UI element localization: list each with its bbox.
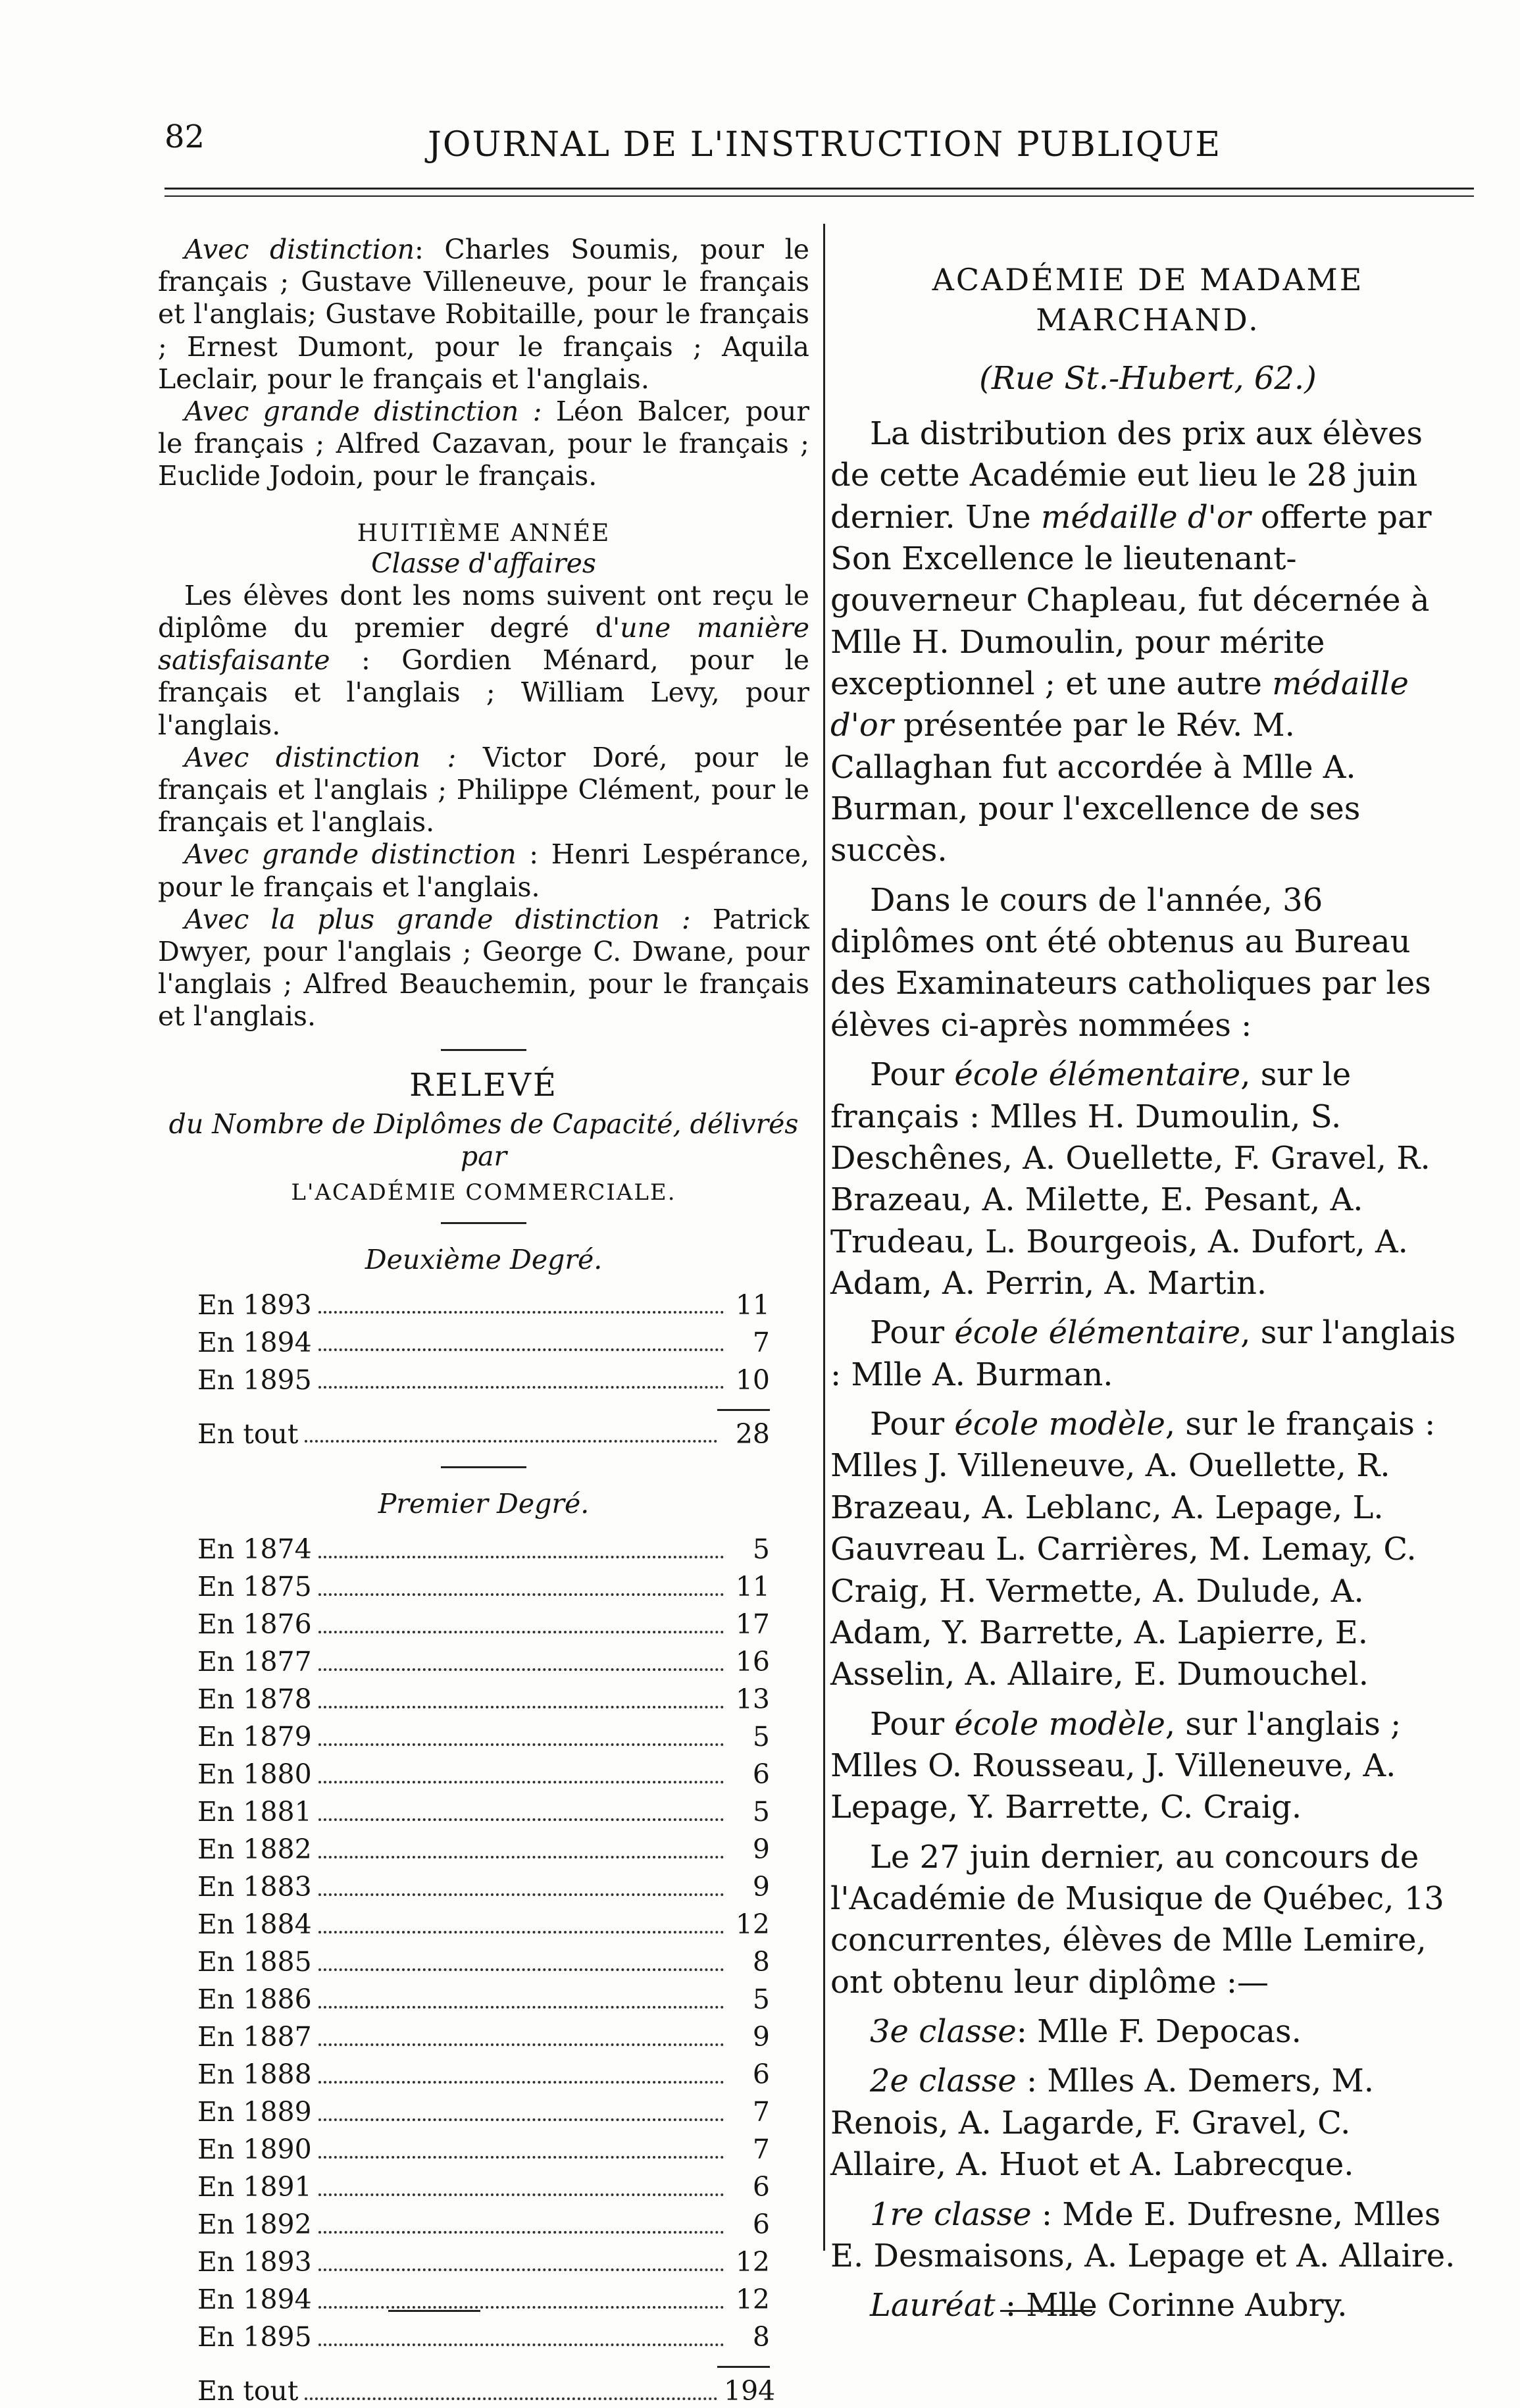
header-rule	[165, 188, 1474, 190]
page-header	[165, 112, 1474, 178]
count-value: 9	[752, 2021, 770, 2053]
count-value: 13	[735, 1683, 770, 1716]
table-row	[158, 1941, 809, 1979]
italic-text: école modèle	[954, 1406, 1165, 1443]
count-value: 17	[735, 1608, 770, 1641]
count-value: 9	[752, 1871, 770, 1903]
count-value: 6	[752, 2059, 770, 2091]
paragraph: Le 27 juin dernier, au concours de l'Académie de Musique de Québec, 13 concurrentes, élèves de Mlle Lemire, ont obtenu leur diplôme :—	[830, 1838, 1444, 2001]
section-subheading: Classe d'affaires	[371, 547, 596, 579]
count-value: 6	[752, 2209, 770, 2241]
table-row	[158, 1904, 809, 1941]
italic-text: médaille d'or	[830, 665, 1409, 744]
second-degree-table	[158, 1284, 809, 1450]
label: Avec grande distinction	[184, 838, 517, 871]
paragraph	[830, 2011, 1465, 2053]
year-label: En 1876	[197, 1608, 312, 1641]
count-value: 8	[752, 1946, 770, 1978]
count-value: 8	[752, 2321, 770, 2353]
paragraph	[830, 1404, 1465, 1696]
column-divider	[823, 224, 825, 2251]
text: , sur le français : Mlles H. Dumoulin, S. Deschênes, A. Ouellette, F. Gravel, R. Brazeau, A. Milette, E. Pesant, A. Trudeau, L. Bourgeois, A. Dufort, A. Adam, A. Perrin, A. Martin.	[830, 1056, 1431, 1302]
paragraph	[158, 904, 809, 1033]
count-value: 9	[752, 1833, 770, 1866]
year-label: En 1882	[197, 1833, 312, 1866]
year-label: En 1889	[197, 2096, 312, 2128]
year-label: En 1891	[197, 2171, 312, 2203]
year-label: En 1878	[197, 1683, 312, 1716]
first-degree-table	[158, 1529, 809, 2408]
year-label: En 1890	[197, 2134, 312, 2166]
label: Avec grande distinction :	[184, 395, 542, 427]
year-label: En 1880	[197, 1758, 312, 1791]
second-degree-title: Deuxième Degré.	[365, 1244, 603, 1276]
count-value: 7	[752, 1327, 770, 1359]
table-row	[158, 1866, 809, 1904]
count-value: 6	[752, 2171, 770, 2203]
count-value: 7	[752, 2134, 770, 2166]
count-value: 11	[735, 1289, 770, 1321]
count-value: 12	[735, 2246, 770, 2278]
text: , sur l'anglais ; Mlles O. Rousseau, J. Villeneuve, A. Lepage, Y. Barrette, C. Craig.	[830, 1705, 1402, 1826]
text: Pour	[870, 1705, 955, 1743]
text: Pour	[870, 1314, 955, 1352]
italic-text: 1re classe	[870, 2195, 1032, 2233]
count-value: 10	[735, 1364, 770, 1396]
year-label: En 1875	[197, 1571, 312, 1603]
text: , sur l'anglais : Mlle A. Burman.	[830, 1314, 1456, 1393]
academy-address: (Rue St.-Hubert, 62.)	[979, 360, 1317, 397]
total-row	[158, 1411, 809, 1450]
year-label: En 1894	[197, 1327, 312, 1359]
count-value: 5	[752, 1984, 770, 2016]
text: , sur le français : Mlles J. Villeneuve, A. Ouellette, R. Brazeau, A. Leblanc, A. Lepage, L. Gauvreau L. Carrières, M. Lemay, C. Craig, H. Vermette, A. Dulude, A. Adam, Y. Barrette, A. Lapierre, E. Asselin, A. Allaire, E. Dumouchel.	[830, 1406, 1436, 1693]
year-label: En 1883	[197, 1871, 312, 1903]
text: présentée par le Rév. M. Callaghan fut accordée à Mlle A. Burman, pour l'excellence de ses succès.	[830, 707, 1361, 869]
table-row	[158, 1321, 809, 1359]
paragraph	[830, 413, 1465, 872]
count-value: 16	[735, 1646, 770, 1678]
divider	[441, 1222, 526, 1224]
divider	[441, 1049, 526, 1051]
table-row	[158, 2054, 809, 2091]
releve-organization: L'ACADÉMIE COMMERCIALE.	[291, 1179, 676, 1206]
table-row	[158, 1359, 809, 1396]
table-row	[158, 1716, 809, 1754]
count-value: 12	[735, 2284, 770, 2316]
table-row	[158, 2129, 809, 2166]
text: : Mlles A. Demers, M. Renois, A. Lagarde, F. Gravel, C. Allaire, A. Huot et A. Labrecque.	[830, 2062, 1375, 2184]
total-label: En tout	[197, 1418, 299, 1450]
table-row	[158, 1641, 809, 1679]
italic-text: Lauréat	[870, 2287, 996, 2324]
label: Avec distinction :	[184, 741, 457, 773]
header-rule-secondary	[165, 195, 1474, 197]
paragraph	[158, 234, 809, 396]
count-value: 5	[752, 1796, 770, 1828]
year-label: En 1893	[197, 2246, 312, 2278]
table-row	[158, 2166, 809, 2204]
table-row	[158, 1979, 809, 2016]
year-label: En 1888	[197, 2059, 312, 2091]
text: La distribution des prix aux élèves de cette Académie eut lieu le 28 juin dernier. Une	[830, 415, 1423, 536]
year-label: En 1884	[197, 1908, 312, 1941]
year-label: En 1881	[197, 1796, 312, 1828]
count-value: 12	[735, 1908, 770, 1941]
text: offerte par Son Excellence le lieutenant-gouverneur Chapleau, fut décernée à Mlle H. Dumoulin, pour mérite exceptionnel ; et une autre	[830, 498, 1432, 702]
paragraph	[158, 580, 809, 742]
label: Avec la plus grande distinction :	[184, 903, 691, 935]
table-row	[158, 1679, 809, 1716]
text: : Mlle F. Depocas.	[1016, 2013, 1302, 2051]
table-row	[158, 1529, 809, 1566]
text: : Mlle Corinne Aubry.	[995, 2287, 1348, 2324]
releve-subtitle: du Nombre de Diplômes de Capacité, délivrés par	[168, 1108, 799, 1173]
year-label: En 1892	[197, 2209, 312, 2241]
table-row	[158, 2317, 809, 2354]
italic-text: médaille d'or	[1040, 498, 1251, 536]
table-row	[158, 1604, 809, 1641]
count-value: 6	[752, 1758, 770, 1791]
academy-title: ACADÉMIE DE MADAME MARCHAND.	[932, 262, 1364, 338]
table-row	[158, 1284, 809, 1321]
paragraph	[830, 1312, 1465, 1396]
paragraph	[830, 2194, 1465, 2278]
table-row	[158, 1829, 809, 1866]
italic-text: école modèle	[954, 1705, 1165, 1743]
total-value: 194	[724, 2375, 776, 2407]
paragraph	[830, 2285, 1465, 2326]
divider	[441, 1466, 526, 1468]
first-degree-title: Premier Degré.	[378, 1488, 590, 1520]
releve-title: RELEVÉ	[409, 1066, 558, 1104]
text: : Henri Lespérance, pour le français et l'anglais.	[158, 838, 810, 903]
text: : Gordien Ménard, pour le français et l'anglais ; William Levy, pour l'anglais.	[158, 644, 809, 741]
year-label: En 1895	[197, 2321, 312, 2353]
year-label: En 1885	[197, 1946, 312, 1978]
text: Les élèves dont les noms suivent ont reçu le diplôme du premier degré d'	[158, 579, 809, 644]
table-row	[158, 1566, 809, 1604]
italic-text: une manière satisfaisante	[158, 612, 810, 677]
table-row	[158, 2016, 809, 2054]
paragraph	[158, 396, 809, 493]
year-label: En 1886	[197, 1984, 312, 2016]
table-row	[158, 1754, 809, 1791]
count-value: 7	[752, 2096, 770, 2128]
page-number: 82	[165, 118, 205, 155]
italic-text: école élémentaire	[954, 1314, 1241, 1352]
table-row	[158, 2279, 809, 2317]
text: Pour	[870, 1056, 955, 1094]
end-rule-right	[1000, 2310, 1092, 2312]
count-value: 5	[752, 1533, 770, 1566]
year-label: En 1877	[197, 1646, 312, 1678]
italic-text: 3e classe	[870, 2013, 1017, 2051]
text: : Mde E. Dufresne, Mlles E. Desmaisons, A. Lepage et A. Allaire.	[830, 2195, 1456, 2274]
text: Patrick Dwyer, pour l'anglais ; George C. Dwane, pour l'anglais ; Alfred Beauchemin, pour le français et l'anglais.	[158, 903, 810, 1033]
section-heading: HUITIÈME ANNÉE	[357, 519, 611, 547]
right-column	[830, 260, 1465, 2335]
paragraph	[158, 742, 809, 839]
paragraph	[158, 838, 809, 903]
year-label: En 1893	[197, 1289, 312, 1321]
table-row	[158, 2241, 809, 2279]
year-label: En 1894	[197, 2284, 312, 2316]
total-label: En tout	[197, 2375, 299, 2407]
paragraph: Dans le cours de l'année, 36 diplômes ont été obtenus au Bureau des Examinateurs catholiques par les élèves ci-après nommées :	[830, 881, 1431, 1044]
text: Victor Doré, pour le français et l'anglais ; Philippe Clément, pour le français et l'anglais.	[158, 741, 809, 838]
total-row	[158, 2369, 809, 2408]
end-rule-left	[388, 2310, 480, 2312]
table-row	[158, 1791, 809, 1829]
year-label: En 1895	[197, 1364, 312, 1396]
left-column	[158, 234, 809, 2408]
running-title: JOURNAL DE L'INSTRUCTION PUBLIQUE	[428, 125, 1222, 165]
count-value: 5	[752, 1721, 770, 1753]
year-label: En 1887	[197, 2021, 312, 2053]
italic-text: école élémentaire	[954, 1056, 1241, 1094]
italic-text: 2e classe	[870, 2062, 1017, 2100]
text: Pour	[870, 1406, 955, 1443]
total-value: 28	[724, 1418, 770, 1450]
label: Avec distinction	[184, 234, 415, 265]
year-label: En 1874	[197, 1533, 312, 1566]
year-label: En 1879	[197, 1721, 312, 1753]
paragraph	[830, 2061, 1465, 2186]
count-value: 11	[735, 1571, 770, 1603]
table-row	[158, 2091, 809, 2129]
paragraph	[830, 1054, 1465, 1304]
paragraph	[830, 1704, 1465, 1829]
text: Léon Balcer, pour le français ; Alfred Cazavan, pour le français ; Euclide Jodoin, pour le français.	[158, 395, 809, 492]
text: : Charles Soumis, pour le français ; Gustave Villeneuve, pour le français et l'anglais; Gustave Robitaille, pour le français ; Ernest Dumont, pour le français ; Aquila Leclair, pour le français et l'anglais.	[158, 234, 810, 395]
table-row	[158, 2204, 809, 2241]
